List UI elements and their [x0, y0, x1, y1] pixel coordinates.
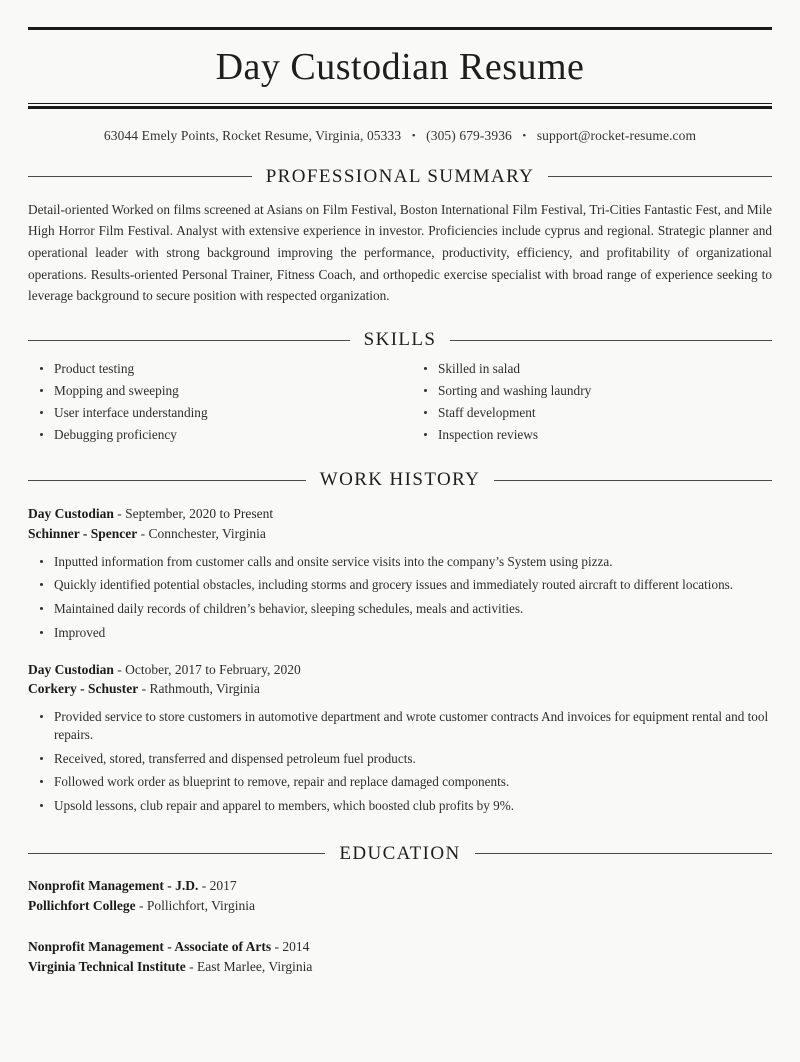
education-school: Pollichfort College: [28, 897, 136, 913]
resume-page: [0, 27, 800, 1062]
dash-separator: -: [117, 506, 122, 522]
section-title-summary: PROFESSIONAL SUMMARY: [265, 165, 535, 187]
list-item: Followed work order as blueprint to remove, repair and replace damaged components.: [54, 773, 772, 797]
skills-list-left: [28, 360, 400, 447]
education-entry: [28, 937, 772, 976]
contact-line: [28, 109, 772, 144]
contact-address: 63044 Emely Points, Rocket Resume, Virginia, 05333: [103, 127, 402, 143]
education-year: 2014: [282, 939, 310, 955]
dash-separator: -: [189, 958, 194, 974]
list-item: Inputted information from customer calls and onsite service visits into the company’s System using pizza.: [54, 553, 772, 577]
job-bullet-list: [28, 708, 772, 821]
heading-rule-left: [28, 480, 306, 481]
education-school-line: [28, 896, 772, 916]
job-title: Day Custodian: [28, 506, 114, 522]
contact-email[interactable]: support@rocket-resume.com: [536, 127, 697, 143]
heading-rule-right: [450, 340, 772, 341]
education-program: Nonprofit Management - J.D.: [28, 877, 199, 893]
list-item: Received, stored, transferred and dispensed petroleum fuel products.: [54, 750, 772, 774]
job-company: Schinner - Spencer: [28, 525, 138, 541]
education-location: East Marlee, Virginia: [197, 958, 313, 974]
summary-paragraph: Detail-oriented Worked on films screened at Asians on Film Festival, Boston International Film Festival, Tri-Cities Fantastic Fest, and Mile High Horror Film Festival. Analyst with extensive experience in investor. Proficiencies include cyprus and regional. Strategic planner and operational leader with strong background improving the performance, productivity, efficiency, and profitability of organizational operations. Results-oriented Personal Trainer, Fitness Coach, and orthopedic exercise specialist with broad range of experience seeking to leverage background to secure position with respected organization.: [28, 201, 772, 304]
job-dates: September, 2020 to Present: [125, 506, 274, 522]
skills-column-right: [400, 360, 772, 447]
list-item: Product testing: [54, 360, 400, 382]
contact-separator-1: •: [411, 129, 416, 142]
heading-rule-right: [494, 480, 772, 481]
job-company: Corkery - Schuster: [28, 681, 139, 697]
job-company-line: [28, 524, 772, 544]
list-item: Skilled in salad: [438, 360, 772, 382]
skills-list-right: [412, 360, 772, 447]
list-item: Staff development: [438, 404, 772, 426]
list-item: User interface understanding: [54, 404, 400, 426]
education-school-line: [28, 957, 772, 977]
job-location: Connchester, Virginia: [148, 525, 266, 541]
list-item: Sorting and washing laundry: [438, 382, 772, 404]
dash-separator: -: [274, 939, 279, 955]
section-heading-work-history: [28, 469, 772, 491]
skills-columns: [28, 360, 772, 447]
job-dates: October, 2017 to February, 2020: [125, 661, 301, 677]
job-title: Day Custodian: [28, 661, 114, 677]
contact-separator-2: •: [522, 129, 527, 142]
section-heading-skills: [28, 329, 772, 351]
heading-rule-right: [475, 853, 772, 854]
job-company-line: [28, 679, 772, 699]
education-location: Pollichfort, Virginia: [146, 897, 256, 913]
list-item: Improved: [54, 624, 772, 648]
heading-rule-left: [28, 853, 325, 854]
education-program-line: [28, 876, 772, 896]
job-entry: [28, 660, 772, 821]
heading-rule-right: [548, 176, 772, 177]
education-program: Nonprofit Management - Associate of Arts: [28, 939, 272, 955]
heading-rule-left: [28, 176, 252, 177]
list-item: Inspection reviews: [438, 426, 772, 448]
page-title: Day Custodian Resume: [215, 46, 585, 88]
education-entry: [28, 876, 772, 915]
job-entry: [28, 504, 772, 647]
job-title-line: [28, 504, 772, 524]
section-heading-education: [28, 843, 772, 865]
section-title-skills: SKILLS: [363, 329, 437, 351]
list-item: Quickly identified potential obstacles, including storms and grocery issues and immediately routed aircraft to different locations.: [54, 576, 772, 600]
skills-column-left: [28, 360, 400, 447]
education-program-line: [28, 937, 772, 957]
education-year: 2017: [209, 877, 237, 893]
dash-separator: -: [138, 897, 144, 913]
job-title-line: [28, 660, 772, 680]
list-item: Mopping and sweeping: [54, 382, 400, 404]
job-bullet-list: [28, 553, 772, 648]
list-item: Debugging proficiency: [54, 426, 400, 448]
heading-rule-left: [28, 340, 350, 341]
list-item: Upsold lessons, club repair and apparel to members, which boosted club profits by 9%.: [54, 797, 772, 821]
dash-separator: -: [141, 681, 147, 697]
dash-separator: -: [117, 661, 122, 677]
dash-separator: -: [201, 877, 207, 893]
section-heading-summary: [28, 166, 772, 188]
education-school: Virginia Technical Institute: [28, 958, 186, 974]
section-title-work-history: WORK HISTORY: [319, 469, 481, 491]
job-location: Rathmouth, Virginia: [149, 681, 260, 697]
dash-separator: -: [140, 525, 146, 541]
contact-phone: (305) 679-3936: [426, 127, 512, 143]
list-item: Provided service to store customers in automotive department and wrote customer contracts And invoices for equipment rental and tool repairs.: [54, 708, 772, 750]
section-title-education: EDUCATION: [339, 842, 461, 864]
list-item: Maintained daily records of children’s behavior, sleeping schedules, meals and activities.: [54, 600, 772, 624]
